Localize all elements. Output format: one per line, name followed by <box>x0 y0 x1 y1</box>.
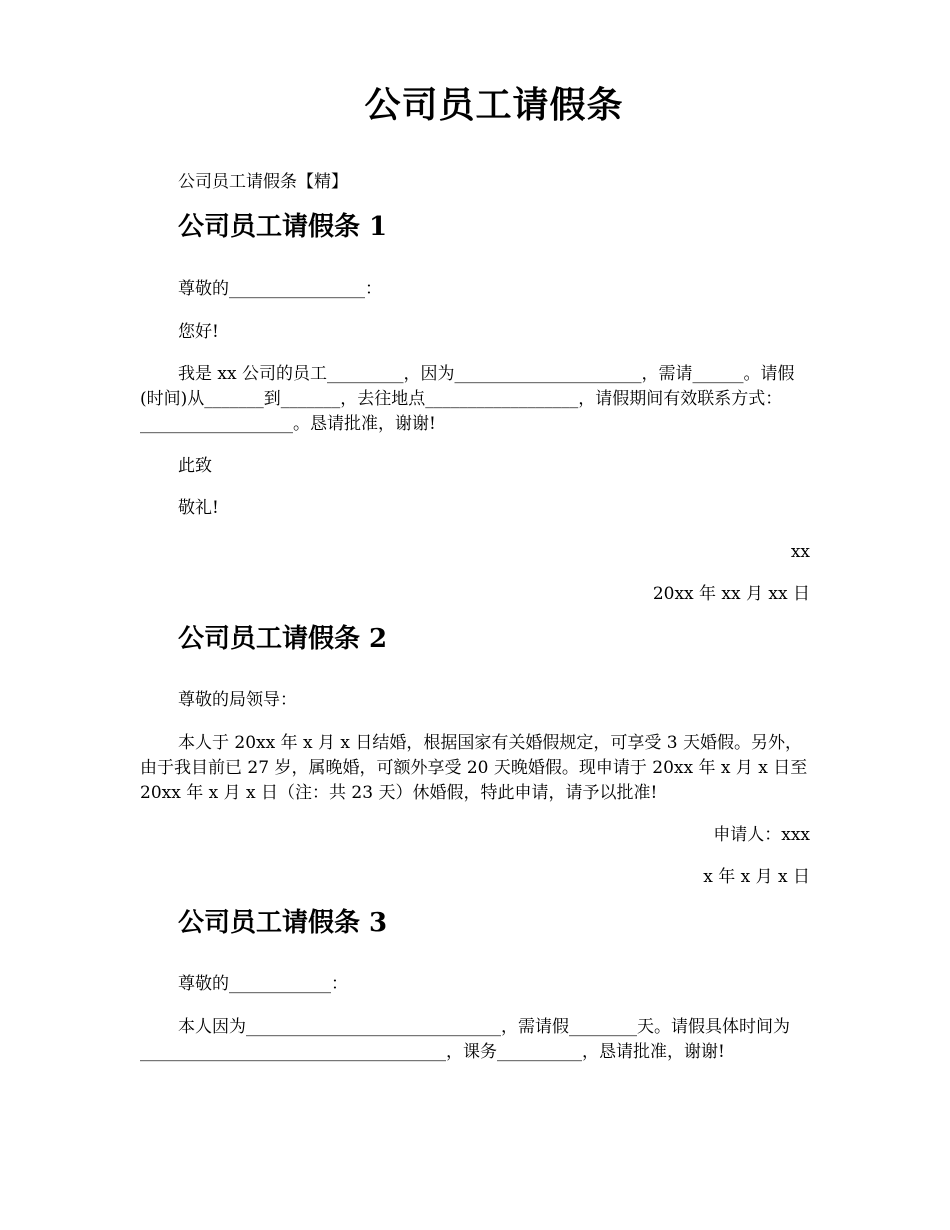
section-1-closing-1: 此致 <box>178 456 212 476</box>
section-1-signer: xx <box>790 542 810 562</box>
section-2-body: 本人于 20xx 年 x 月 x 日结婚，根据国家有关婚假规定，可享受 3 天婚假。另外，由于我目前已 27 岁，属晚婚，可额外享受 20 天晚婚假。现申请于 20xx 年 x 月 x 日至 20xx 年 x 月 x 日（注：共 23 天）休婚假，特此申请，请予以批准! <box>140 733 808 803</box>
section-1-closing-2: 敬礼! <box>178 498 219 518</box>
section-3-body: 本人因为______________________________，需请假________天。请假具体时间为____________________________________，课务__________，恳请批准，谢谢! <box>140 1017 790 1062</box>
section-1-body: 我是 xx 公司的员工_________，因为______________________，需请______。请假(时间)从_______到_______，去往地点__________________，请假期间有效联系方式：__________________。恳请批准，谢谢! <box>140 364 795 434</box>
section-1-greeting: 您好! <box>178 322 219 342</box>
section-1-date: 20xx 年 xx 月 xx 日 <box>652 584 810 604</box>
section-2-signer: 申请人：xxx <box>713 825 810 845</box>
document-subtitle: 公司员工请假条【精】 <box>178 172 348 192</box>
section-1-heading: 公司员工请假条 1 <box>178 212 388 242</box>
section-3-heading: 公司员工请假条 3 <box>178 908 388 938</box>
section-2-salutation: 尊敬的局领导： <box>178 690 297 710</box>
section-2-date: x 年 x 月 x 日 <box>703 867 810 887</box>
document-title: 公司员工请假条 <box>364 84 624 126</box>
section-1-salutation: 尊敬的________________： <box>178 279 382 299</box>
section-3-salutation: 尊敬的____________： <box>178 974 348 994</box>
section-2-heading: 公司员工请假条 2 <box>178 624 388 654</box>
